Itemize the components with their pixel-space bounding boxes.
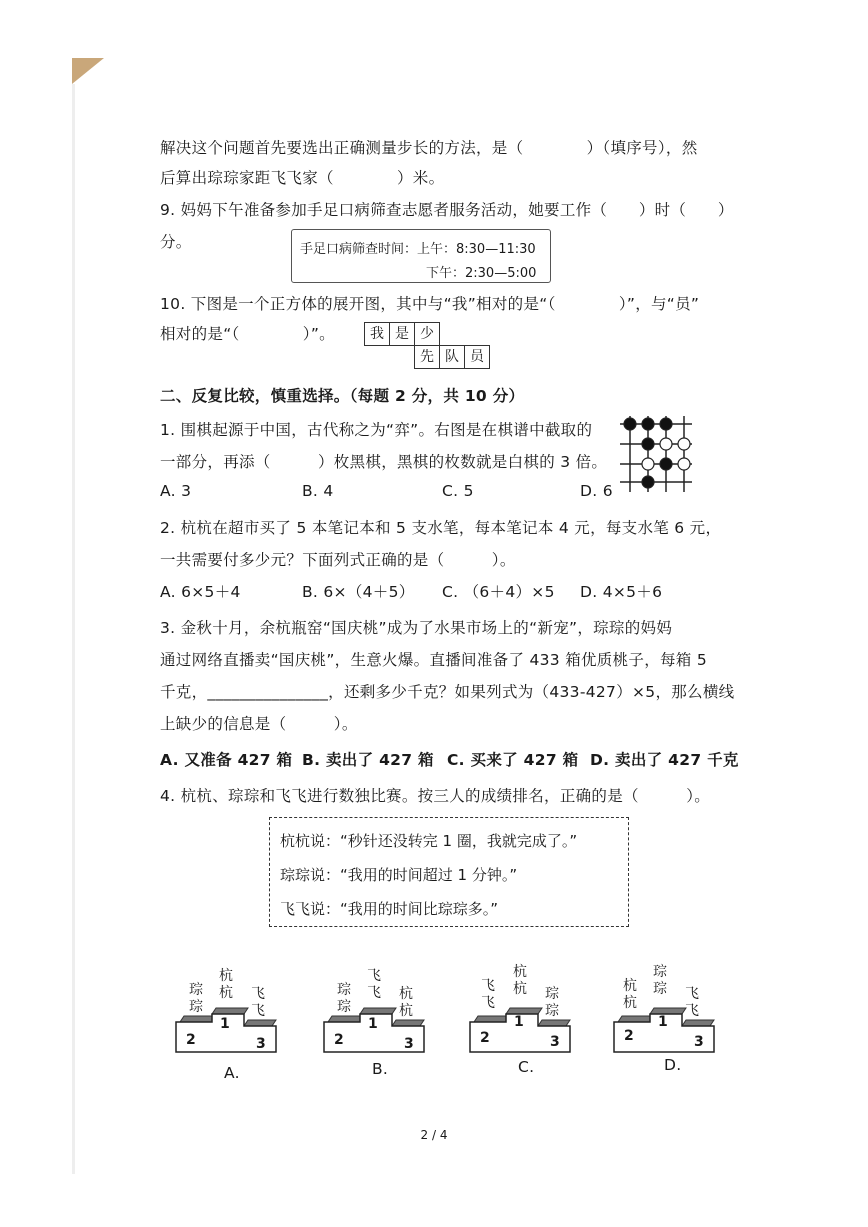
question-10: 10. 下图是一个正方体的展开图，其中与“我”相对的是“（ ）”，与“员”: [160, 295, 700, 313]
statements-box: [269, 817, 629, 927]
cube-face: 队: [439, 345, 465, 369]
text-line: 解决这个问题首先要选出正确测量步长的方法，是（ ）（填序号），然: [160, 139, 698, 157]
schedule-am: 手足口病筛查时间：上午：8:30—11:30: [300, 242, 536, 257]
option-b: B. 4: [302, 482, 334, 500]
text-line: 一部分，再添（ ）枚黑棋，黑棋的枚数就是白棋的 3 倍。: [160, 453, 608, 471]
option-c: C. 买来了 427 箱: [447, 751, 579, 769]
text-line: 相对的是“（ ）”。: [160, 325, 335, 343]
option-b: B. 6×（4＋5）: [302, 583, 415, 601]
text-line: 千克，_______________，还剩多少千克？如果列式为（433-427）×5，那么横线: [160, 683, 735, 701]
podium-label: A.: [224, 1064, 240, 1082]
go-board-figure: [616, 412, 696, 494]
section-title: 二、反复比较，慎重选择。（每题 2 分，共 10 分）: [160, 387, 525, 405]
text-line: 通过网络直播卖“国庆桃”，生意火爆。直播间准备了 433 箱优质桃子，每箱 5: [160, 651, 707, 669]
text-line: 一共需要付多少元？下面列式正确的是（ ）。: [160, 551, 516, 569]
option-d: D. 4×5＋6: [580, 583, 663, 601]
statement: 杭杭说：“秒针还没转完 1 圈，我就完成了。”: [280, 832, 578, 850]
cube-face: 员: [464, 345, 490, 369]
option-d: D. 卖出了 427 千克: [590, 751, 739, 769]
text-line: 后算出琮琮家距飞飞家（ ）米。: [160, 169, 445, 187]
scan-edge: [72, 84, 75, 1174]
option-c: C. 5: [442, 482, 474, 500]
podium-label: D.: [664, 1056, 682, 1074]
page-corner-fold: [72, 58, 104, 84]
podium-label: C.: [518, 1058, 535, 1076]
choice-question-4: 4. 杭杭、琮琮和飞飞进行数独比赛。按三人的成绩排名，正确的是（ ）。: [160, 787, 711, 805]
choice-question-1: 1. 围棋起源于中国，古代称之为“弈”。右图是在棋谱中截取的: [160, 421, 593, 439]
cube-face: 少: [414, 322, 440, 346]
cube-face: 先: [414, 345, 440, 369]
statement: 飞飞说：“我用的时间比琮琮多。”: [280, 900, 499, 918]
choice-question-3: 3. 金秋十月，余杭瓶窑“国庆桃”成为了水果市场上的“新宠”，琮琮的妈妈: [160, 619, 673, 637]
podium-label: B.: [372, 1060, 389, 1078]
page-number: 2 / 4: [420, 1128, 448, 1142]
option-d: D. 6: [580, 482, 613, 500]
option-b: B. 卖出了 427 箱: [302, 751, 434, 769]
schedule-pm: 下午：2:30—5:00: [426, 266, 537, 281]
schedule-box: [291, 229, 551, 283]
question-9: 9. 妈妈下午准备参加手足口病筛查志愿者服务活动，她要工作（ ）时（ ）: [160, 201, 734, 219]
cube-face: 是: [389, 322, 415, 346]
statement: 琮琮说：“我用的时间超过 1 分钟。”: [280, 866, 518, 884]
text-line: 上缺少的信息是（ ）。: [160, 715, 358, 733]
option-a: A. 6×5＋4: [160, 583, 241, 601]
choice-question-2: 2. 杭杭在超市买了 5 本笔记本和 5 支水笔，每本笔记本 4 元，每支水笔 6 元，: [160, 519, 722, 537]
cube-face: 我: [364, 322, 390, 346]
option-a: A. 又准备 427 箱: [160, 751, 293, 769]
text-line: 分。: [160, 233, 192, 251]
option-a: A. 3: [160, 482, 192, 500]
option-c: C. （6＋4）×5: [442, 583, 555, 601]
